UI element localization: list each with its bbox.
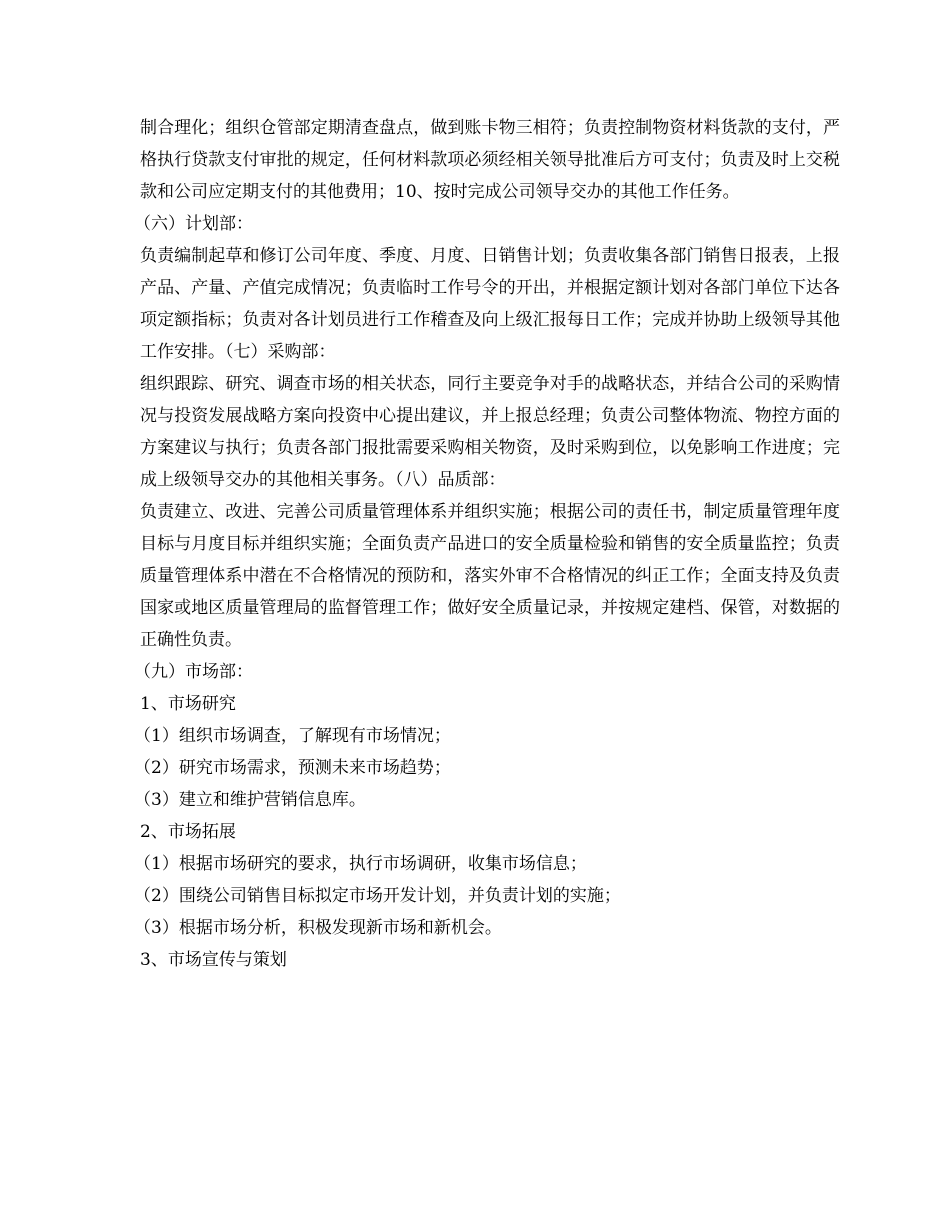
list-item: （1）组织市场调查，了解现有市场情况； — [134, 726, 451, 746]
list-item: （1）根据市场研究的要求，执行市场调研，收集市场信息； — [134, 854, 587, 874]
paragraph-finance-duties: 制合理化；组织仓管部定期清查盘点，做到账卡物三相符；负责控制物资材料货款的支付，严格执行贷款支付审批的规定，任何材料款项必须经相关领导批准后方可支付；负责及时上交税款和公司应定期支付的其他费用；10、按时完成公司领导交办的其他工作任务。 — [140, 118, 840, 202]
paragraph-planning-duties: 负责编制起草和修订公司年度、季度、月度、日销售计划；负责收集各部门销售日报表，上报产品、产量、产值完成情况；负责临时工作号令的开出，并根据定额计划对各部门单位下达各项定额指标；负责对各计划员进行工作稽查及向上级汇报每日工作；完成并协助上级领导其他工作安排。（七）采购部： — [140, 246, 840, 362]
list-item: （3）建立和维护营销信息库。 — [134, 790, 366, 810]
list-item: （2）围绕公司销售目标拟定市场开发计划，并负责计划的实施； — [134, 886, 621, 906]
list-item: （3）根据市场分析，积极发现新市场和新机会。 — [134, 918, 502, 938]
subheading-market-expansion: 2、市场拓展 — [140, 822, 236, 842]
paragraph-purchasing-duties: 组织跟踪、研究、调查市场的相关状态，同行主要竞争对手的战略状态，并结合公司的采购情况与投资发展战略方案向投资中心提出建议，并上报总经理；负责公司整体物流、物控方面的方案建议与执行；负责各部门报批需要采购相关物资，及时采购到位，以免影响工作进度；完成上级领导交办的其他相关事务。（八）品质部： — [140, 374, 840, 490]
section-heading-planning: （六）计划部： — [134, 214, 253, 234]
subheading-market-research: 1、市场研究 — [140, 694, 236, 714]
section-heading-marketing: （九）市场部： — [134, 662, 253, 682]
subheading-market-promotion: 3、市场宣传与策划 — [140, 950, 287, 970]
document-body — [134, 112, 840, 976]
paragraph-quality-duties: 负责建立、改进、完善公司质量管理体系并组织实施；根据公司的责任书，制定质量管理年度目标与月度目标并组织实施；全面负责产品进口的安全质量检验和销售的安全质量监控；负责质量管理体系中潜在不合格情况的预防和，落实外审不合格情况的纠正工作；全面支持及负责国家或地区质量管理局的监督管理工作；做好安全质量记录，并按规定建档、保管，对数据的正确性负责。 — [140, 502, 840, 650]
list-item: （2）研究市场需求，预测未来市场趋势； — [134, 758, 451, 778]
